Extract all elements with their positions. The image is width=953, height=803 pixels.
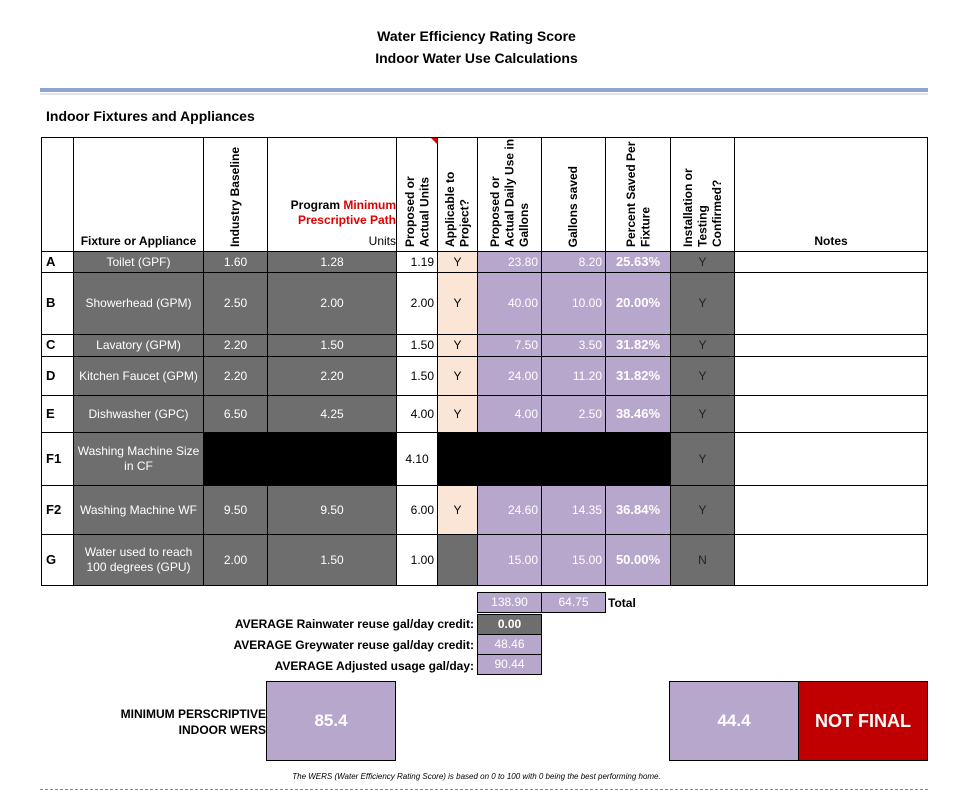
- header-industry-baseline: [203, 137, 268, 252]
- header-program-text: Program: [290, 198, 344, 212]
- row-id: G: [41, 534, 74, 586]
- rainwater-value: 0.00: [477, 614, 542, 635]
- daily-use: 24.60: [477, 485, 542, 535]
- total-label: Total: [608, 596, 636, 610]
- confirmed-cell[interactable]: Y: [670, 356, 735, 396]
- fixture-name: Lavatory (GPM): [73, 334, 204, 357]
- fixture-name: Toilet (GPF): [73, 251, 204, 273]
- total-daily-use: 138.90: [477, 592, 542, 613]
- header-installation-confirmed: [670, 137, 735, 252]
- fixture-name: Water used to reach 100 degrees (GPU): [73, 534, 204, 586]
- daily-use: 7.50: [477, 334, 542, 357]
- header-blank: [41, 137, 74, 252]
- header-percent-saved: [605, 137, 671, 252]
- row-id: F2: [41, 485, 74, 535]
- row-id: C: [41, 334, 74, 357]
- adjusted-usage-value: 90.44: [477, 654, 542, 675]
- notes-input[interactable]: [734, 485, 928, 535]
- program-minimum: 1.28: [267, 251, 397, 273]
- footer-note: The WERS (Water Efficiency Rating Score) is based on 0 to 100 with 0 being the best performing home.: [292, 772, 661, 781]
- fixture-name: Washing Machine WF: [73, 485, 204, 535]
- industry-baseline: 9.50: [203, 485, 268, 535]
- header-applicable-text: Applicable to Project?: [443, 171, 472, 247]
- confirmed-cell[interactable]: Y: [670, 395, 735, 433]
- gallons-saved: 11.20: [541, 356, 606, 396]
- notes-input[interactable]: [734, 334, 928, 357]
- min-wers-value: 85.4: [266, 681, 396, 761]
- row-id: A: [41, 251, 74, 273]
- proposed-units-input[interactable]: 1.00: [396, 534, 438, 586]
- proposed-units-input[interactable]: 1.19: [396, 251, 438, 273]
- footer-divider: [40, 789, 928, 790]
- percent-saved: 20.00%: [605, 272, 671, 335]
- applicable-cell[interactable]: Y: [437, 251, 478, 273]
- confirmed-cell[interactable]: Y: [670, 272, 735, 335]
- percent-saved: 38.46%: [605, 395, 671, 433]
- header-proposed-units: [396, 137, 438, 252]
- row-id: D: [41, 356, 74, 396]
- industry-baseline: 2.00: [203, 534, 268, 586]
- header-notes: Notes: [734, 137, 928, 252]
- section-title: Indoor Fixtures and Appliances: [46, 108, 255, 124]
- page-title: Water Efficiency Rating Score: [377, 28, 576, 44]
- daily-use: 40.00: [477, 272, 542, 335]
- fixture-name: Dishwasher (GPC): [73, 395, 204, 433]
- fixture-name: Showerhead (GPM): [73, 272, 204, 335]
- program-minimum: 9.50: [267, 485, 397, 535]
- status-badge: NOT FINAL: [798, 681, 928, 761]
- applicable-cell[interactable]: [437, 534, 478, 586]
- proposed-units-input[interactable]: 1.50: [396, 334, 438, 357]
- row-id: E: [41, 395, 74, 433]
- proposed-units-input: 4.10: [396, 432, 438, 486]
- gallons-saved: 15.00: [541, 534, 606, 586]
- header-divider: [40, 88, 928, 92]
- proposed-units-input[interactable]: 2.00: [396, 272, 438, 335]
- applicable-cell[interactable]: Y: [437, 272, 478, 335]
- industry-baseline: 2.20: [203, 356, 268, 396]
- header-fixture: Fixture or Appliance: [73, 137, 204, 252]
- applicable-cell[interactable]: Y: [437, 485, 478, 535]
- proposed-units-input[interactable]: 4.00: [396, 395, 438, 433]
- header-program: [267, 137, 397, 252]
- fixture-name: Kitchen Faucet (GPM): [73, 356, 204, 396]
- percent-saved: 50.00%: [605, 534, 671, 586]
- header-proposed-units-text: Proposed or Actual Units: [402, 176, 431, 247]
- blocked-cells: [203, 432, 397, 486]
- industry-baseline: 1.60: [203, 251, 268, 273]
- daily-use: 23.80: [477, 251, 542, 273]
- header-gallons-saved: [541, 137, 606, 252]
- total-gallons-saved: 64.75: [541, 592, 606, 613]
- rainwater-label: AVERAGE Rainwater reuse gal/day credit:: [234, 617, 474, 631]
- header-percent-saved-text: Percent Saved Per Fixture: [623, 141, 652, 247]
- gallons-saved: 3.50: [541, 334, 606, 357]
- daily-use: 24.00: [477, 356, 542, 396]
- wers-score: 44.4: [669, 681, 799, 761]
- percent-saved: 31.82%: [605, 334, 671, 357]
- row-id: F1: [41, 432, 74, 486]
- notes-input[interactable]: [734, 534, 928, 586]
- header-divider-shadow: [40, 93, 928, 95]
- gallons-saved: 14.35: [541, 485, 606, 535]
- industry-baseline: 6.50: [203, 395, 268, 433]
- page-subtitle: Indoor Water Use Calculations: [375, 50, 578, 66]
- header-installation-confirmed-text: Installation or Testing Confirmed?: [680, 168, 724, 247]
- applicable-cell[interactable]: Y: [437, 334, 478, 357]
- gallons-saved: 8.20: [541, 251, 606, 273]
- header-industry-baseline-text: Industry Baseline: [228, 146, 243, 247]
- notes-input[interactable]: [734, 251, 928, 273]
- header-applicable: [437, 137, 478, 252]
- gallons-saved: 2.50: [541, 395, 606, 433]
- confirmed-cell[interactable]: Y: [670, 485, 735, 535]
- blocked-cells: [437, 432, 671, 486]
- adjusted-usage-label: AVERAGE Adjusted usage gal/day:: [274, 659, 474, 673]
- header-gallons-saved-text: Gallons saved: [566, 165, 581, 247]
- header-daily-use: [477, 137, 542, 252]
- confirmed-cell[interactable]: Y: [670, 334, 735, 357]
- comment-marker-icon[interactable]: [431, 138, 437, 144]
- daily-use: 4.00: [477, 395, 542, 433]
- proposed-units-input[interactable]: 6.00: [396, 485, 438, 535]
- program-minimum: 1.50: [267, 334, 397, 357]
- percent-saved: 25.63%: [605, 251, 671, 273]
- program-minimum: 2.20: [267, 356, 397, 396]
- notes-input[interactable]: [734, 432, 928, 486]
- notes-input[interactable]: [734, 272, 928, 335]
- gallons-saved: 10.00: [541, 272, 606, 335]
- header-daily-use-text: Proposed or Actual Daily Use in Gallons: [487, 138, 531, 247]
- applicable-cell[interactable]: Y: [437, 395, 478, 433]
- daily-use: 15.00: [477, 534, 542, 586]
- confirmed-cell[interactable]: Y: [670, 251, 735, 273]
- notes-input[interactable]: [734, 356, 928, 396]
- industry-baseline: 2.20: [203, 334, 268, 357]
- header-program-path: Prescriptive Path: [297, 213, 396, 227]
- percent-saved: 36.84%: [605, 485, 671, 535]
- row-id: B: [41, 272, 74, 335]
- confirmed-cell[interactable]: Y: [670, 432, 735, 486]
- fixture-name: Washing Machine Size in CF: [73, 432, 204, 486]
- min-wers-label: MINIMUM PERSCRIPTIVE INDOOR WERS: [120, 707, 266, 738]
- program-minimum: 1.50: [267, 534, 397, 586]
- header-program-minimum: Minimum: [343, 198, 396, 212]
- confirmed-cell[interactable]: N: [670, 534, 735, 586]
- program-minimum: 2.00: [267, 272, 397, 335]
- greywater-value: 48.46: [477, 634, 542, 655]
- notes-input[interactable]: [734, 395, 928, 433]
- percent-saved: 31.82%: [605, 356, 671, 396]
- proposed-units-input[interactable]: 1.50: [396, 356, 438, 396]
- greywater-label: AVERAGE Greywater reuse gal/day credit:: [233, 638, 474, 652]
- program-minimum: 4.25: [267, 395, 397, 433]
- header-program-units: Units: [368, 234, 396, 248]
- industry-baseline: 2.50: [203, 272, 268, 335]
- applicable-cell[interactable]: Y: [437, 356, 478, 396]
